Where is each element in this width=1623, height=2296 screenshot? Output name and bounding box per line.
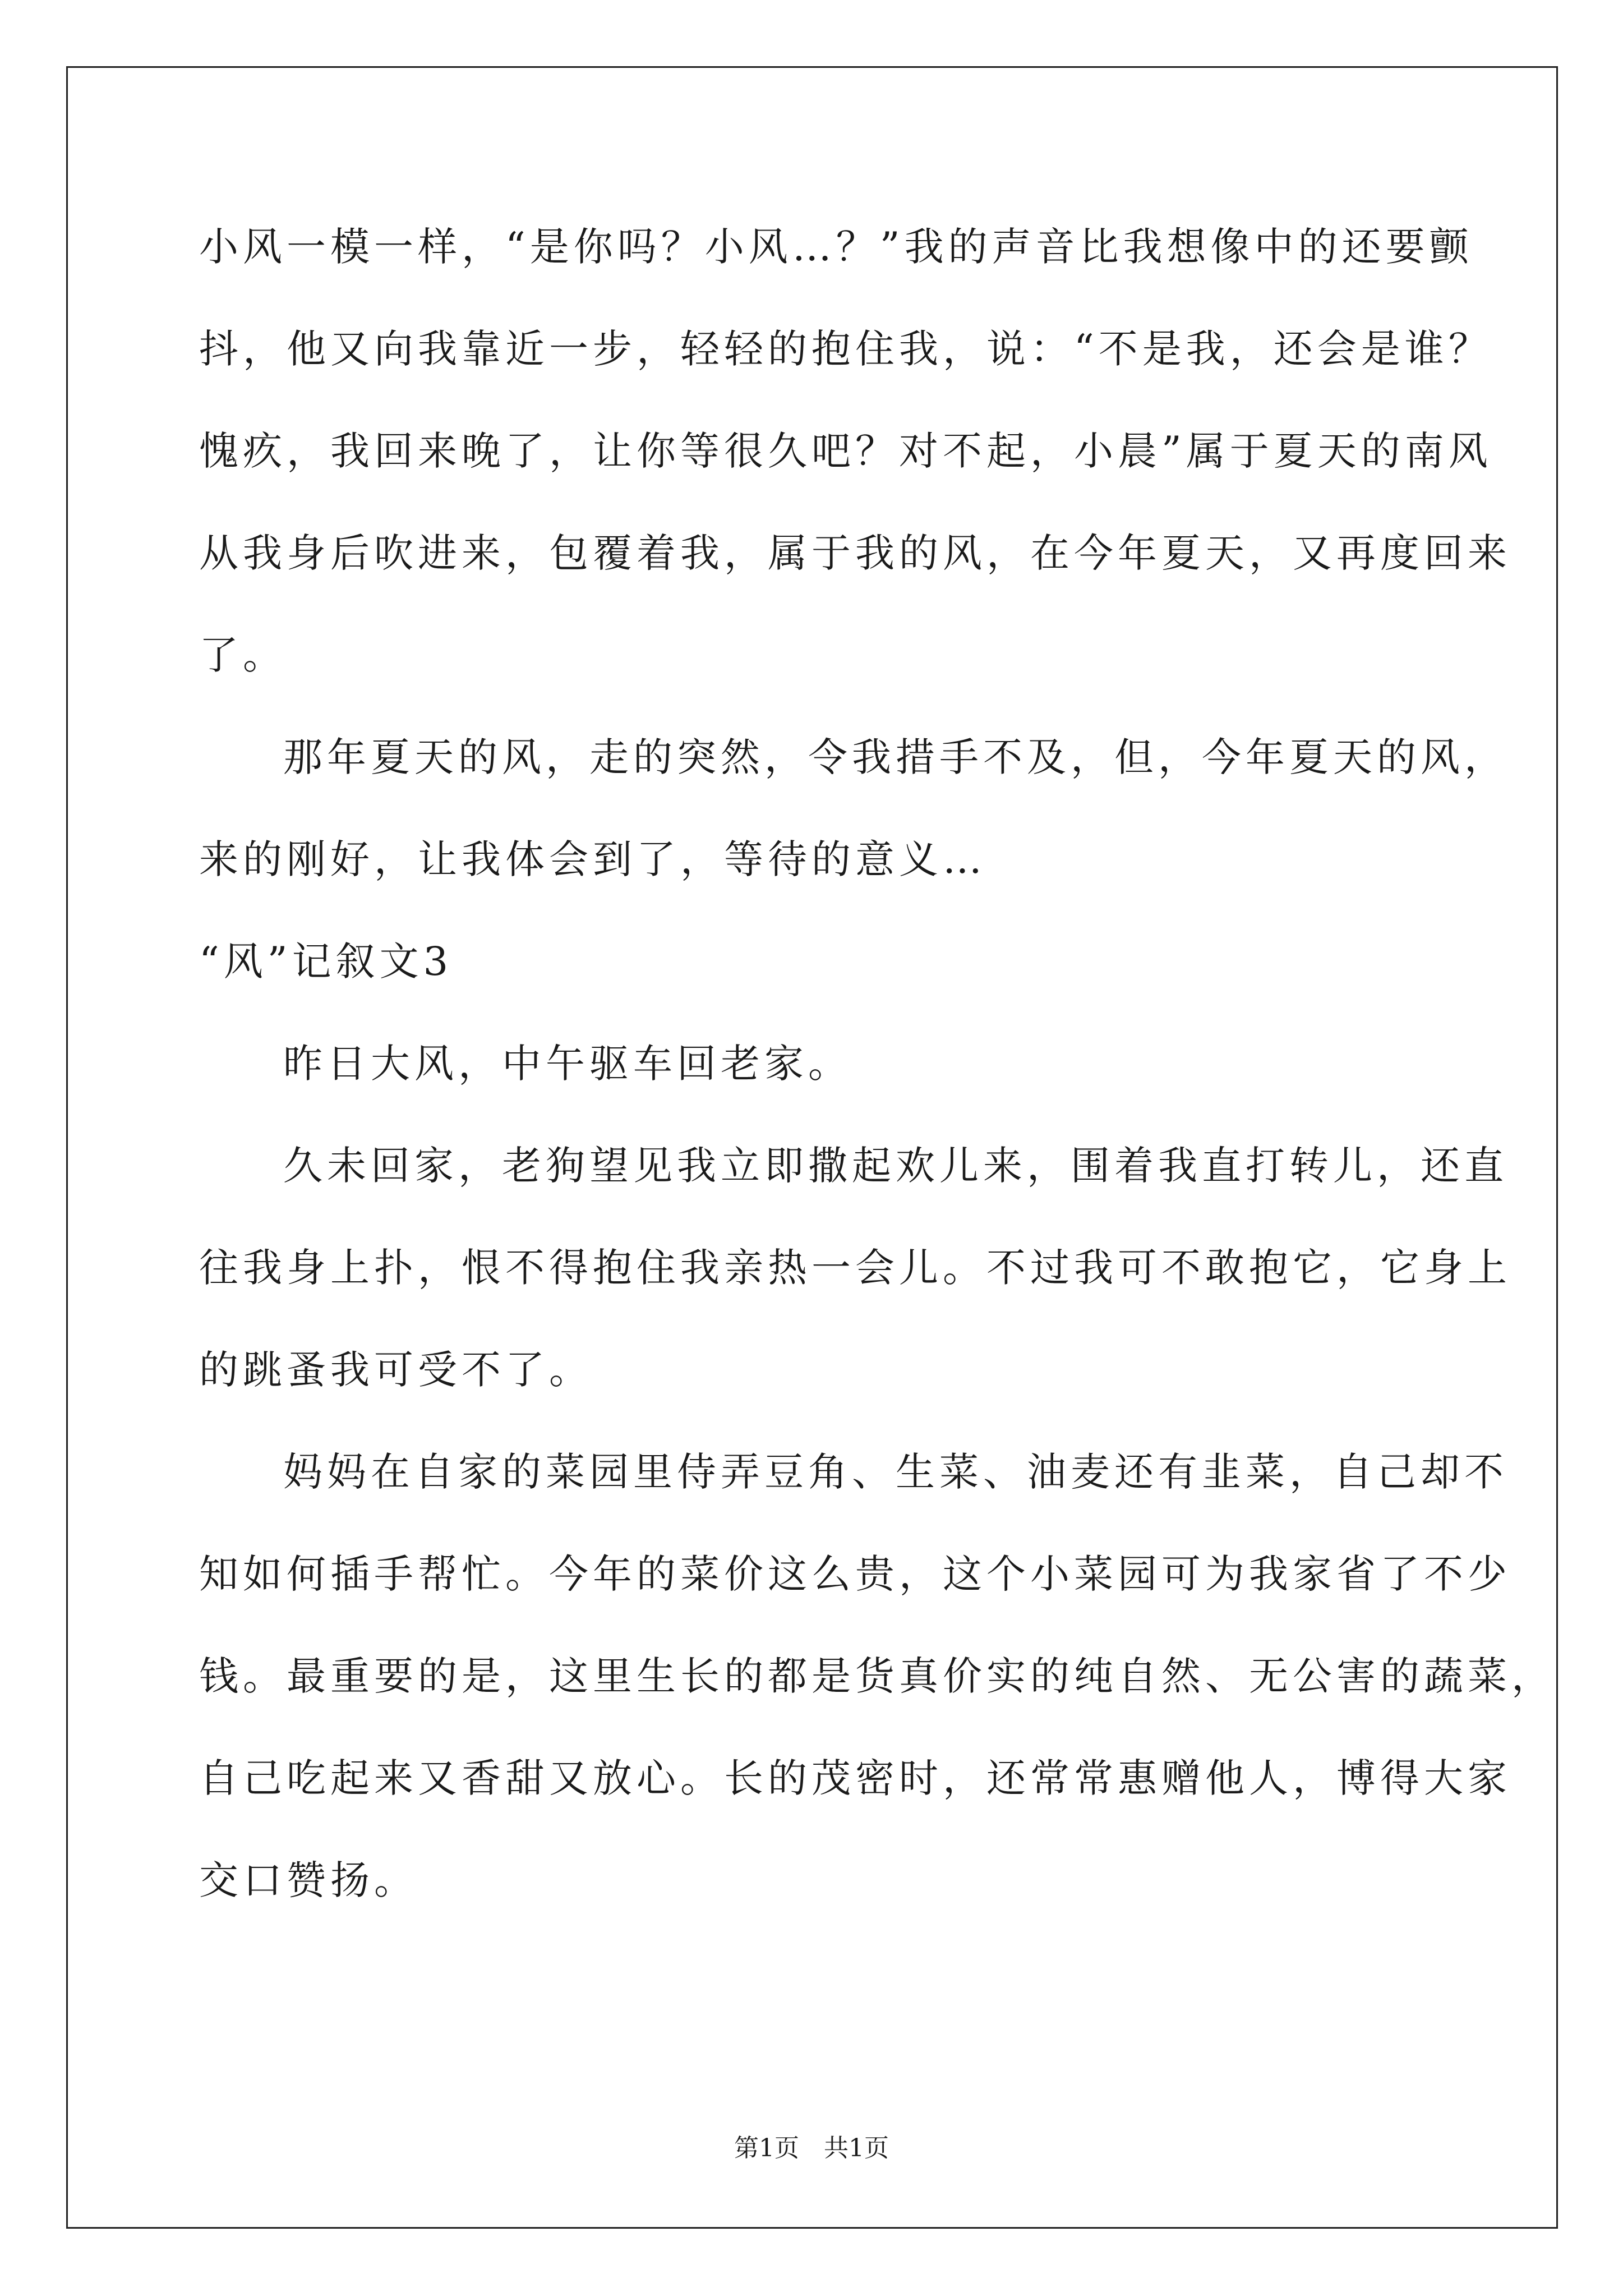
text-line: 知如何插手帮忙。今年的菜价这么贵，这个小菜园可为我家省了不少 (199, 1551, 1511, 1597)
text-line: 交口赞扬。 (199, 1857, 418, 1903)
document-body (199, 216, 1555, 1952)
text-line: 钱。最重要的是，这里生长的都是货真价实的纯自然、无公害的蔬菜， (199, 1653, 1555, 1699)
text-line: 从我身后吹进来，包覆着我，属于我的风，在今年夏天，又再度回来 (199, 530, 1511, 576)
text-line: 自己吃起来又香甜又放心。长的茂密时，还常常惠赠他人，博得大家 (199, 1755, 1511, 1801)
text-line: 愧疚，我回来晚了，让你等很久吧？对不起，小晨”属于夏天的南风 (199, 428, 1492, 474)
text-line: 了。 (199, 632, 287, 678)
text-line: 小风一模一样，“是你吗？小风…？”我的声音比我想像中的还要颤 (199, 224, 1473, 270)
text-line: 来的刚好，让我体会到了，等待的意义… (199, 836, 986, 882)
text-line: 妈妈在自家的菜园里侍弄豆角、生菜、油麦还有韭菜，自己却不 (283, 1449, 1508, 1495)
text-line: 抖，他又向我靠近一步，轻轻的抱住我，说：“不是我，还会是谁？ (199, 326, 1492, 372)
text-line: 的跳蚤我可受不了。 (199, 1347, 593, 1393)
text-line: 往我身上扑，恨不得抱住我亲热一会儿。不过我可不敢抱它，它身上 (199, 1245, 1511, 1291)
text-line: “风”记叙文3 (199, 938, 453, 984)
text-line: 昨日大风，中午驱车回老家。 (283, 1041, 852, 1087)
text-line: 那年夏天的风，走的突然，令我措手不及，但，今年夏天的风， (283, 734, 1508, 780)
text-line: 久未回家，老狗望见我立即撒起欢儿来，围着我直打转儿，还直 (283, 1143, 1508, 1189)
page-footer: 第1页 共1页 (734, 2134, 889, 2162)
